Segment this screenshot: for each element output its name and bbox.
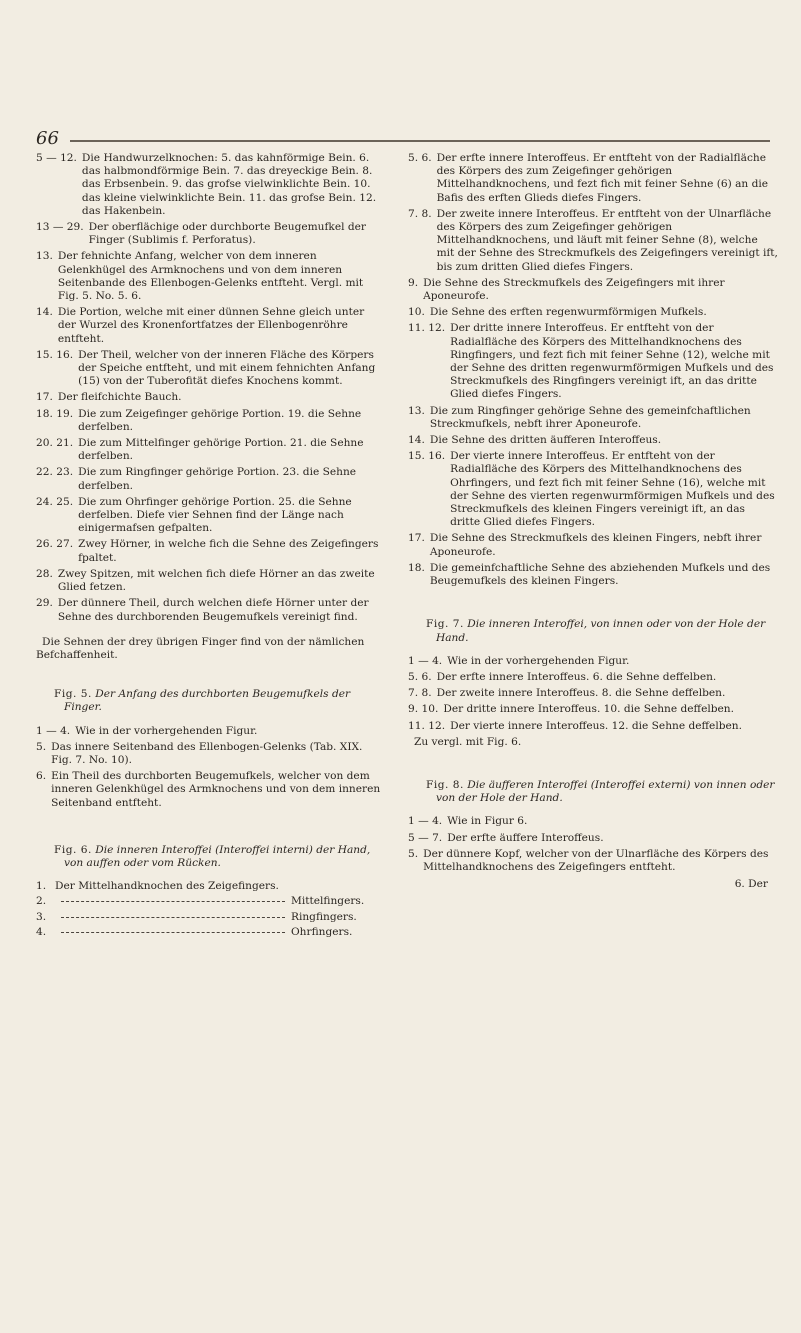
entry-number: 1 — 4. xyxy=(408,654,443,667)
entry-text: Die Sehne des Streckmufkels des kleinen Fingers, nebft ihrer Aponeurofe. xyxy=(429,532,762,558)
fig7-caption xyxy=(408,618,778,644)
fig6-label: Fig. 6. xyxy=(54,843,92,856)
entry-number: 11. 12. xyxy=(408,719,446,732)
entry-text: Die zum Zeigefinger gehörige Portion. 19. die Sehne derfelben. xyxy=(78,407,362,433)
entry-number: 17. xyxy=(36,391,53,404)
legend-entry xyxy=(36,597,381,623)
header-rule xyxy=(70,140,770,142)
legend-entry xyxy=(408,687,778,700)
legend-entry xyxy=(408,671,778,684)
entry-number: 9. xyxy=(408,276,419,289)
fig6-caption xyxy=(36,844,381,870)
legend-entry xyxy=(36,221,381,247)
entry-text: Die zum Ringfinger gehörige Sehne des gemeinfchaftlichen Streckmufkels, nebft ihrer Aponeurofe. xyxy=(429,404,751,430)
entry-number: 1 — 4. xyxy=(36,724,71,737)
legend-entry xyxy=(36,568,381,594)
entry-number: 28. xyxy=(36,567,53,580)
entry-text: Die Sehne des dritten äufferen Interoffeus. xyxy=(429,434,662,447)
fig7-entry-list xyxy=(408,655,778,733)
entry-text: Der fehnichte Anfang, welcher von dem inneren Gelenkhügel des Armknochens und von dem inneren Seitenbande des Ellenbogen-Gelenks entfteht. Vergl. mit Fig. 5. No. 5. 6. xyxy=(57,250,364,303)
legend-entry xyxy=(36,152,381,218)
fig5-entry-list xyxy=(36,725,381,810)
entry-text: Wie in Figur 6. xyxy=(447,815,528,828)
legend-entry xyxy=(408,655,778,668)
entry-number: 5. xyxy=(36,740,47,753)
entry-number: 15. 16. xyxy=(36,348,74,361)
list-item xyxy=(36,895,381,908)
legend-entry xyxy=(408,434,778,447)
entry-text: Der dritte innere Interoffeus. 10. die Sehne deffelben. xyxy=(443,703,734,716)
legend-entry xyxy=(408,450,778,529)
catchword: 6. Der xyxy=(734,878,768,891)
entry-number: 11. 12. xyxy=(408,322,446,335)
right-entry-list xyxy=(408,152,778,588)
entry-text: Die Handwurzelknochen: 5. das kahnförmige Bein. 6. das halbmondförmige Bein. 7. das dreyeckige Bein. 8. das Erbsenbein. 9. das grofse vielwinklichte Bein. 10. das kleine vielwinklichte Bein. 11. das grofse Bein. 12. das Hakenbein. xyxy=(81,152,377,217)
legend-entry xyxy=(36,391,381,404)
entry-text: Der dünnere Kopf, welcher von der Ulnarfläche des Körpers des Mittelhandknochens des Zeigefingers entfteht. xyxy=(423,847,769,873)
legend-entry xyxy=(36,437,381,463)
entry-number: 14. xyxy=(36,306,53,319)
entry-text: Die zum Ohrfinger gehörige Portion. 25. die Sehne derfelben. Diefe vier Sehnen find der Länge nach einigermafsen gefpalten. xyxy=(78,495,352,535)
entry-number: 26. 27. xyxy=(36,538,74,551)
entry-text: Der zweite innere Interoffeus. Er entfteht von der Ulnarfläche des Körpers des zum Zeigefinger gehörigen Mittelhandknochens, und läuft mit feiner Sehne (8), welche mit der Sehne des Streckmufkels des Zeigefingers vereinigt ift, bis zum dritten Glied diefes Fingers. xyxy=(436,207,778,273)
fig7-title: Die inneren Interoffei, von innen oder von der Hole der Hand. xyxy=(436,618,766,644)
entry-number: 7. 8. xyxy=(408,207,432,220)
legend-entry xyxy=(408,832,778,845)
legend-entry xyxy=(408,720,778,733)
fig7-note: Zu vergl. mit Fig. 6. xyxy=(414,735,522,748)
entry-text: Der oberflächige oder durchborte Beugemufkel der Finger (Sublimis f. Perforatus). xyxy=(88,221,366,247)
legend-entry xyxy=(408,848,778,874)
entry-number: 5. xyxy=(408,847,419,860)
list-number: 4. xyxy=(36,925,47,938)
fig5-title: Der Anfang des durchborten Beugemufkels der Finger. xyxy=(64,688,351,714)
entry-text: Zwey Hörner, in welche fich die Sehne des Zeigefingers fpaltet. xyxy=(78,538,379,564)
legend-entry xyxy=(36,725,381,738)
fig6-title: Die inneren Interoffei (Interoffei interni) der Hand, von auffen oder vom Rücken. xyxy=(64,843,371,869)
ditto-dashes xyxy=(61,917,285,918)
fig8-entry-list xyxy=(408,815,778,874)
legend-entry xyxy=(36,496,381,536)
entry-text: Der vierte innere Interoffeus. Er entfteht von der Radialfläche des Körpers des Mittelhandknochens des Ohrfingers, und fezt fich mit feiner Sehne (16), welche mit der Sehne des vierten regenwurmförmigen Mufkels und des Streckmufkels des kleinen Fingers vereinigt ift, an das dritte Glied diefes Fingers. xyxy=(450,450,775,529)
entry-number: 5. 6. xyxy=(408,670,432,683)
list-text: Der Mittelhandknochen des Zeigefingers. xyxy=(55,880,279,893)
page-number: 66 xyxy=(36,128,59,149)
legend-entry xyxy=(408,277,778,303)
entry-text: Der fleifchichte Bauch. xyxy=(57,391,182,404)
entry-number: 10. xyxy=(408,306,425,319)
entry-text: Der zweite innere Interoffeus. 8. die Sehne deffelben. xyxy=(436,687,726,700)
ditto-row xyxy=(55,911,381,924)
entry-text: Der dünnere Theil, durch welchen diefe Hörner unter der Sehne des durchborenden Beugemufkels vereinigt find. xyxy=(57,597,369,623)
legend-entry xyxy=(36,466,381,492)
legend-entry xyxy=(36,306,381,346)
legend-entry xyxy=(36,741,381,767)
fig8-label: Fig. 8. xyxy=(426,778,464,791)
entry-text: Zwey Spitzen, mit welchen fich diefe Hörner an das zweite Glied fetzen. xyxy=(57,567,375,594)
entry-number: 13. xyxy=(36,250,53,263)
legend-entry xyxy=(408,815,778,828)
fig5-label: Fig. 5. xyxy=(54,688,92,701)
ditto-row xyxy=(55,895,381,908)
entry-text: Die Sehne des Streckmufkels des Zeigefingers mit ihrer Aponeurofe. xyxy=(423,276,725,303)
legend-entry xyxy=(36,770,381,810)
entry-text: Wie in der vorhergehenden Figur. xyxy=(447,654,630,667)
legend-entry xyxy=(408,306,778,319)
ditto-row xyxy=(55,926,381,939)
entry-text: Die zum Ringfinger gehörige Portion. 23. die Sehne derfelben. xyxy=(78,466,357,492)
right-column xyxy=(408,152,778,891)
entry-number: 13 — 29. xyxy=(36,221,84,234)
fig6-list xyxy=(36,880,381,939)
entry-number: 5 — 12. xyxy=(36,152,77,164)
ditto-dashes xyxy=(61,901,285,902)
ditto-dashes xyxy=(61,932,285,933)
entry-text: Der erfte innere Interoffeus. 6. die Sehne deffelben. xyxy=(436,670,717,683)
list-item xyxy=(36,911,381,924)
entry-number: 1 — 4. xyxy=(408,815,443,828)
entry-number: 5. 6. xyxy=(408,152,432,164)
entry-text: Das innere Seitenband des Ellenbogen-Gelenks (Tab. XIX. Fig. 7. No. 10). xyxy=(51,740,363,766)
entry-text: Der Theil, welcher von der inneren Fläche des Körpers der Speiche entfteht, und mit einem fehnichten Anfang (15) von der Tuberofität diefes Knochens kommt. xyxy=(78,348,376,388)
entry-number: 15. 16. xyxy=(408,450,446,463)
list-number: 3. xyxy=(36,910,47,923)
fig8-title: Die äufferen Interoffei (Interoffei externi) von innen oder von der Hole der Hand. xyxy=(436,778,775,805)
fig5-caption xyxy=(36,688,381,714)
legend-entry xyxy=(408,208,778,274)
left-entry-list xyxy=(36,152,381,624)
legend-entry xyxy=(408,405,778,431)
legend-entry xyxy=(408,703,778,716)
entry-text: Ein Theil des durchborten Beugemufkels, welcher von dem inneren Gelenkhügel des Armknochens und von dem inneren Seitenband entfteht. xyxy=(51,770,381,809)
legend-entry xyxy=(408,532,778,558)
entry-text: Der vierte innere Interoffeus. 12. die Sehne deffelben. xyxy=(450,719,742,732)
entry-number: 29. xyxy=(36,597,53,610)
list-number: 2. xyxy=(36,895,47,908)
entry-text: Der erfte äuffere Interoffeus. xyxy=(447,831,604,844)
entry-number: 5 — 7. xyxy=(408,831,443,844)
legend-entry xyxy=(408,562,778,588)
list-item xyxy=(36,880,381,893)
list-number: 1. xyxy=(36,880,47,893)
entry-number: 13. xyxy=(408,404,425,417)
entry-number: 7. 8. xyxy=(408,687,432,700)
legend-entry xyxy=(408,152,778,205)
entry-text: Der erfte innere Interoffeus. Er entfteht von der Radialfläche des Körpers des zum Zeigefinger gehörigen Mittelhandknochens, und fezt fich mit feiner Sehne (6) an die Bafis des erften Glieds diefes Fingers. xyxy=(436,152,769,204)
entry-number: 20. 21. xyxy=(36,437,74,450)
entry-number: 18. 19. xyxy=(36,407,74,420)
entry-text: Wie in der vorhergehenden Figur. xyxy=(75,724,258,737)
entry-number: 22. 23. xyxy=(36,466,74,479)
entry-text: Die gemeinfchaftliche Sehne des abziehenden Mufkels und des Beugemufkels des kleinen Fingers. xyxy=(429,561,771,588)
entry-number: 6. xyxy=(36,770,47,783)
legend-entry xyxy=(36,250,381,303)
fig7-label: Fig. 7. xyxy=(426,618,464,631)
left-column xyxy=(36,152,381,941)
entry-number: 18. xyxy=(408,561,425,574)
entry-text: Die Sehne des erften regenwurmförmigen Mufkels. xyxy=(429,306,707,319)
entry-text: Der dritte innere Interoffeus. Er entfteht von der Radialfläche des Körpers des Mittelhandknochens des Ringfingers, und fezt fich mit feiner Sehne (12), welche mit der Sehne des dritten regenwurmförmigen Mufkels und des Streckmufkels des Ringfingers vereinigt ift, an das dritte Glied diefes Fingers. xyxy=(450,322,774,401)
legend-entry xyxy=(36,349,381,389)
legend-entry xyxy=(408,322,778,401)
list-text: Ohrfingers. xyxy=(291,925,353,938)
entry-text: Die zum Mittelfinger gehörige Portion. 21. die Sehne derfelben. xyxy=(78,437,364,463)
closing-paragraph: Die Sehnen der drey übrigen Finger find von der nämlichen Befchaffenheit. xyxy=(36,635,365,661)
legend-entry xyxy=(36,538,381,564)
list-item xyxy=(36,926,381,939)
entry-number: 9. 10. xyxy=(408,703,439,716)
list-text: Mittelfingers. xyxy=(291,895,365,908)
fig8-caption xyxy=(408,779,778,805)
legend-entry xyxy=(36,408,381,434)
entry-text: Die Portion, welche mit einer dünnen Sehne gleich unter der Wurzel des Kronenfortfatzes der Ellenbogenröhre entfteht. xyxy=(57,306,365,345)
entry-number: 17. xyxy=(408,532,425,545)
list-text: Ringfingers. xyxy=(291,910,357,923)
entry-number: 14. xyxy=(408,434,425,447)
entry-number: 24. 25. xyxy=(36,495,74,508)
